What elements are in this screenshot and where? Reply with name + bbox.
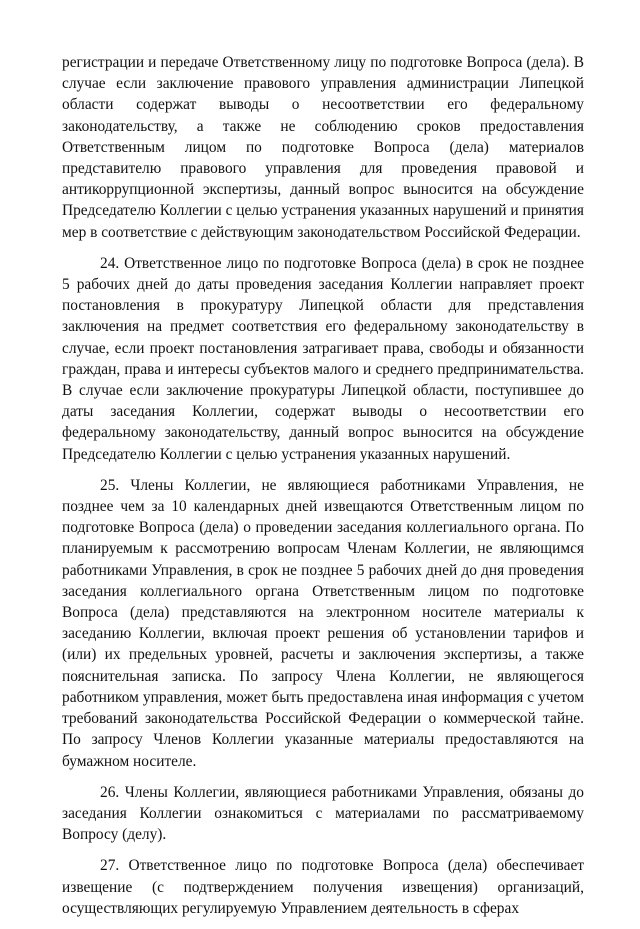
document-page (62, 52, 584, 929)
paragraph-item-24: 24. Ответственное лицо по подготовке Вопроса (дела) в срок не позднее 5 рабочих дней до даты проведения заседания Коллегии направляет проект постановления в прокуратуру Липецкой области для представления заключения на предмет соответствия его федеральному законодательству в случае, если проект постановления затрагивает права, свободы и обязанности граждан, права и интересы субъектов малого и среднего предпринимательства. В случае если заключение прокуратуры Липецкой области, поступившее до даты заседания Коллегии, содержат выводы о несоответствии его федеральному законодательству, данный вопрос выносится на обсуждение Председателю Коллегии с целью устранения указанных нарушений. (62, 254, 584, 463)
paragraph-item-27: 27. Ответственное лицо по подготовке Вопроса (дела) обеспечивает извещение (с подтверждением получения извещения) организаций, осуществляющих регулируемую Управлением деятельность в сферах (62, 857, 584, 917)
paragraph-continuation: регистрации и передаче Ответственному лицу по подготовке Вопроса (дела). В случае если заключение правового управления администрации Липецкой области содержат выводы о несоответствии его федеральному законодательству, а также не соблюдению сроков предоставления Ответственным лицом по подготовке Вопроса (дела) материалов представителю правового управления для проведения правовой и антикоррупционной экспертизы, данный вопрос выносится на обсуждение Председателю Коллегии с целью устранения указанных нарушений и принятия мер в соответствие с действующим законодательством Российской Федерации. (62, 54, 584, 241)
paragraph-item-25: 25. Члены Коллегии, не являющиеся работниками Управления, не позднее чем за 10 календарных дней извещаются Ответственным лицом по подготовке Вопроса (дела) о проведении заседания коллегиального органа. По планируемым к рассмотрению вопросам Членам Коллегии, не являющимся работниками Управления, в срок не позднее 5 рабочих дней до дня проведения заседания коллегиального органа Ответственным лицом по подготовке Вопроса (дела) представляются на электронном носителе материалы к заседанию Коллегии, включая проект решения об установлении тарифов и (или) их предельных уровней, расчеты и заключения экспертизы, а также пояснительная записка. По запросу Члена Коллегии, не являющегося работником управления, может быть предоставлена иная информация с учетом требований законодательства Российской Федерации о коммерческой тайне. По запросу Членов Коллегии указанные материалы предоставляются на бумажном носителе. (62, 476, 584, 770)
paragraph-item-26: 26. Члены Коллегии, являющиеся работниками Управления, обязаны до заседания Коллегии ознакомиться с материалами по рассматриваемому Вопросу (делу). (62, 783, 584, 844)
